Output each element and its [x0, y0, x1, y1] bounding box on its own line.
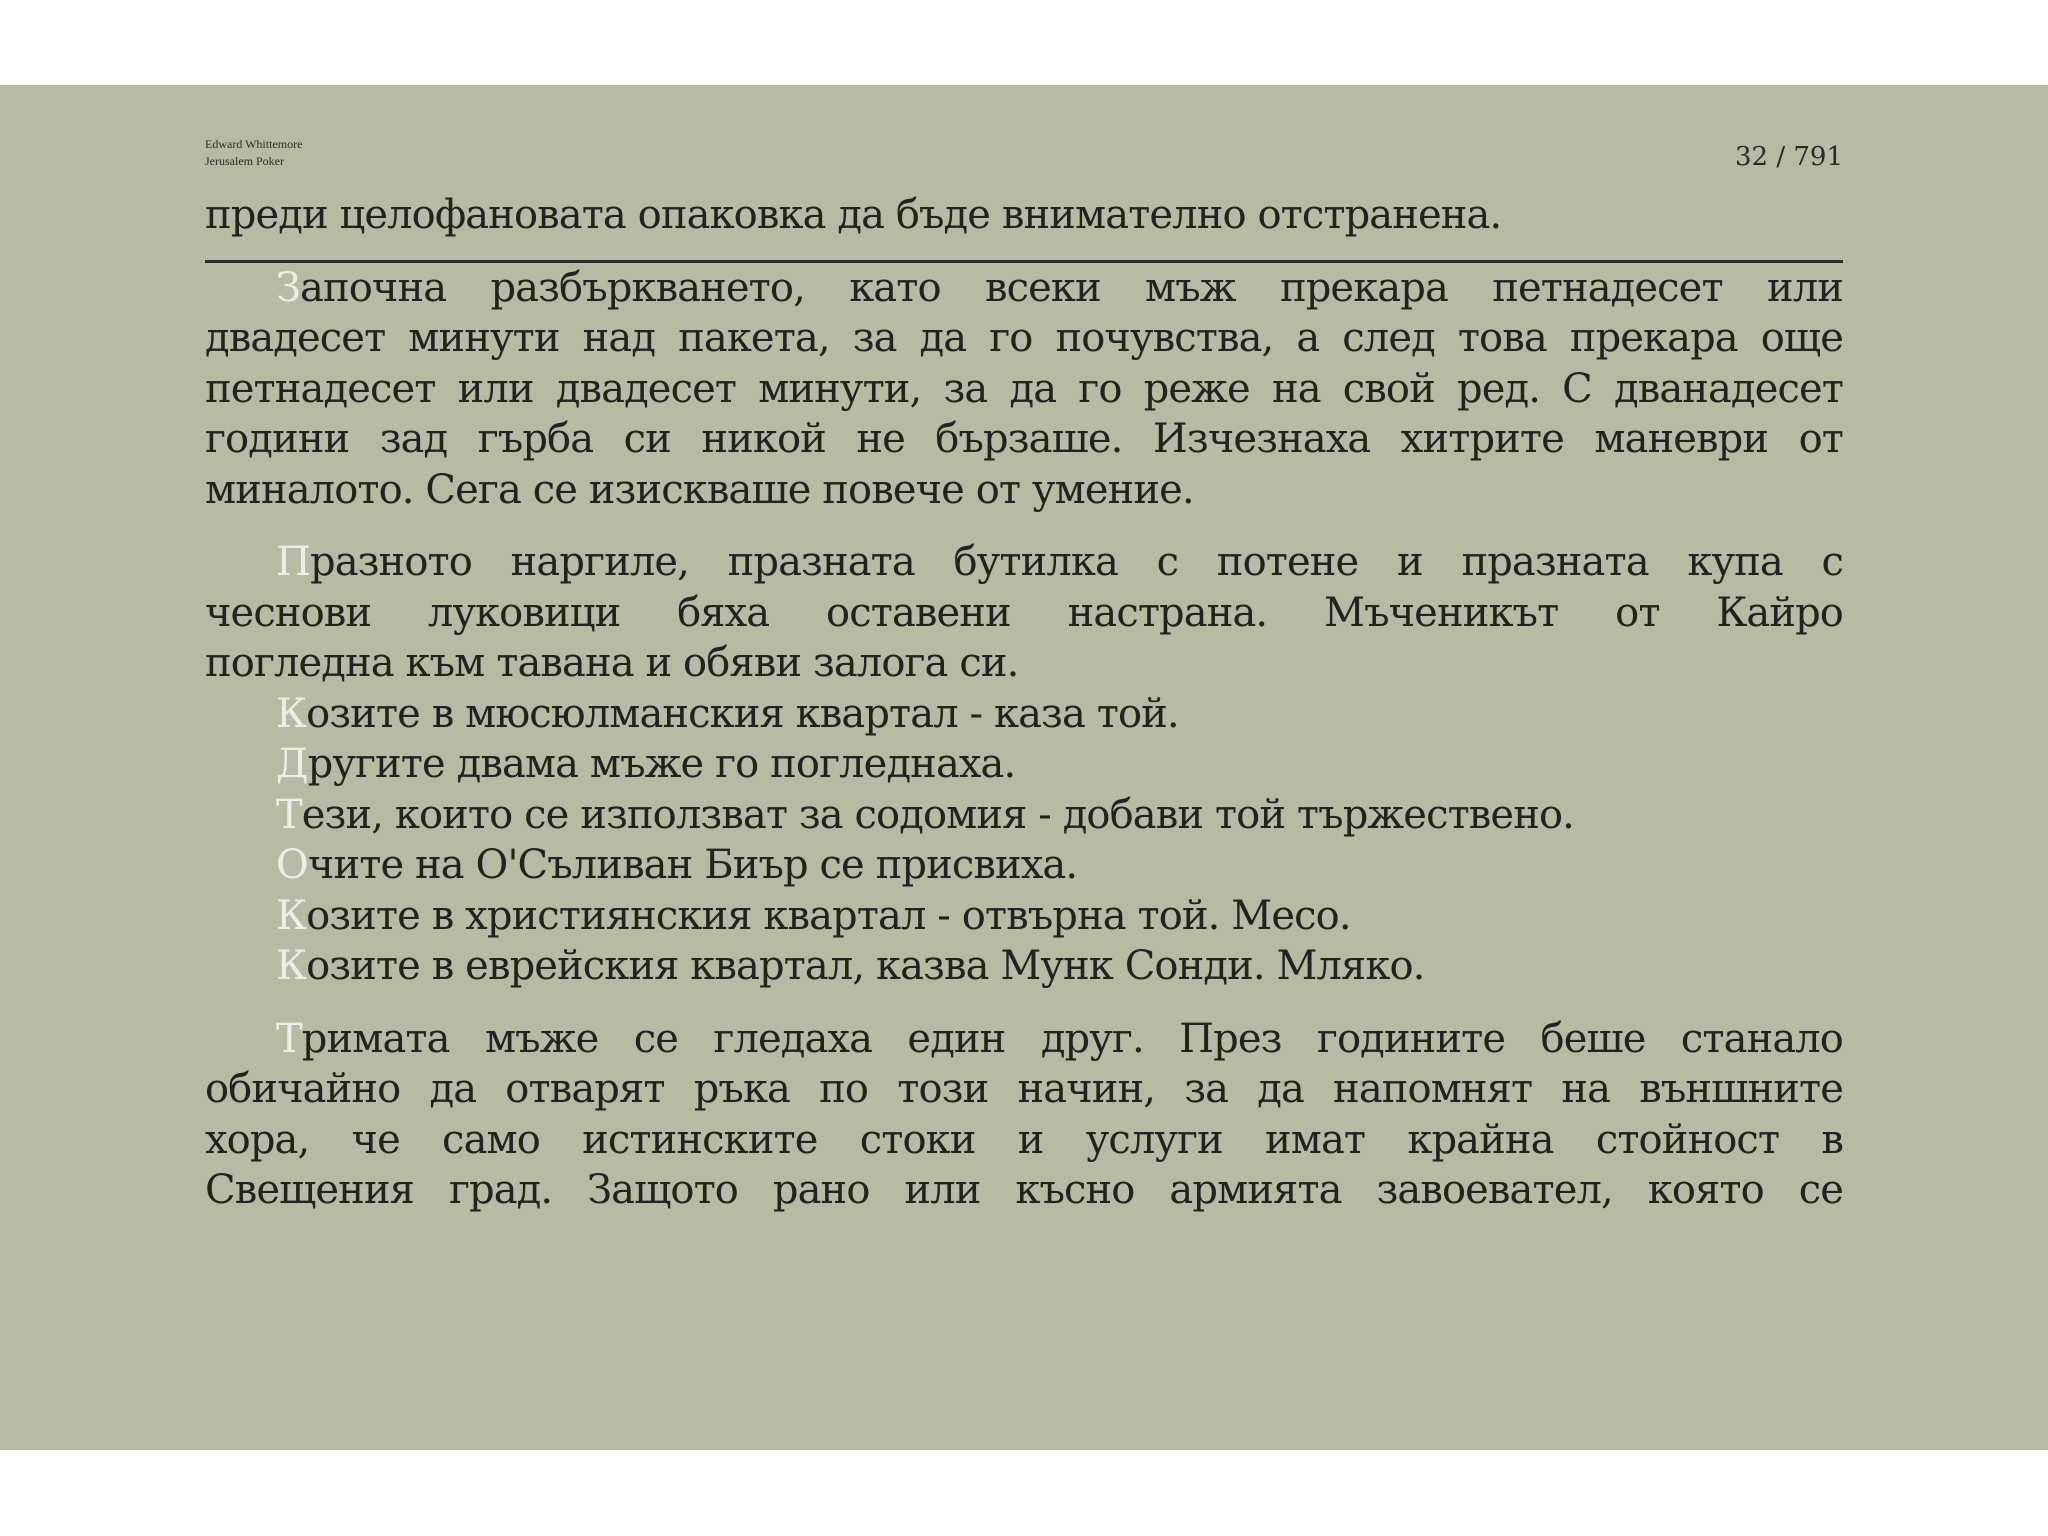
text-line: двадесет минути над пакета, за да го почувства, а след това прекара още — [205, 315, 1843, 361]
drop-cap: О — [276, 842, 308, 888]
text-line: Свещения град. Защото рано или късно армията завоевател, която се — [205, 1167, 1843, 1213]
dialogue-line: Козите в християнския квартал - отвърна той. Месо. — [276, 892, 1351, 939]
drop-cap: З — [276, 264, 301, 311]
paragraph-gap — [205, 992, 1843, 1014]
dialogue-line: Козите в еврейския квартал, казва Мунк Сонди. Мляко. — [276, 943, 1425, 989]
paragraph-gap — [205, 515, 1843, 537]
dialogue-line: Козите в мюсюлманския квартал - каза той. — [276, 690, 1179, 737]
paragraph — [205, 263, 1843, 516]
text-line: чеснови луковици бяха оставени настрана. Мъченикът от Кайро — [205, 589, 1843, 636]
text-line: обичайно да отварят ръка по този начин, за да напомнят на външните — [205, 1066, 1843, 1112]
dialogue-line: Тези, които се използват за содомия - добави той тържествено. — [276, 791, 1574, 838]
text-line: Празното наргиле, празната бутилка с потене и празната купа с — [276, 539, 1843, 585]
book-meta — [205, 136, 302, 170]
page-text — [205, 190, 1843, 1216]
text-line: миналото. Сега се изискваше повече от умение. — [205, 466, 1194, 513]
book-title: Jerusalem Poker — [205, 154, 284, 168]
paragraph — [205, 1014, 1843, 1216]
text-line: Започна разбъркването, като всеки мъж прекара петнадесет или — [276, 264, 1843, 311]
paragraph — [205, 537, 1843, 689]
text-line: години зад гърба си никой не бързаше. Изчезнаха хитрите маневри от — [205, 416, 1843, 462]
text-line: преди целофановата опаковка да бъде внимателно отстранена. — [205, 192, 1502, 238]
text-line: хора, че само истинските стоки и услуги имат крайна стойност в — [205, 1116, 1843, 1163]
drop-cap: К — [276, 892, 307, 939]
drop-cap: Д — [276, 741, 308, 787]
text-line: погледна към тавана и обяви залога си. — [205, 640, 1019, 686]
text-line: петнадесет или двадесет минути, за да го реже на свой ред. С дванадесет — [205, 365, 1843, 412]
drop-cap: К — [276, 943, 307, 989]
page-indicator: 32 / 791 — [1735, 142, 1843, 172]
drop-cap: Т — [276, 791, 302, 838]
paragraph-gap — [205, 241, 1843, 263]
drop-cap: К — [276, 690, 307, 737]
author-name: Edward Whittemore — [205, 137, 303, 151]
drop-cap: Т — [276, 1015, 302, 1062]
dialogue-block — [205, 689, 1843, 992]
dialogue-line: Другите двама мъже го погледнаха. — [276, 741, 1016, 787]
drop-cap: П — [276, 539, 310, 585]
dialogue-line: Очите на О'Съливан Биър се присвиха. — [276, 842, 1078, 888]
text-line: Тримата мъже се гледаха един друг. През годините беше станало — [276, 1015, 1843, 1062]
